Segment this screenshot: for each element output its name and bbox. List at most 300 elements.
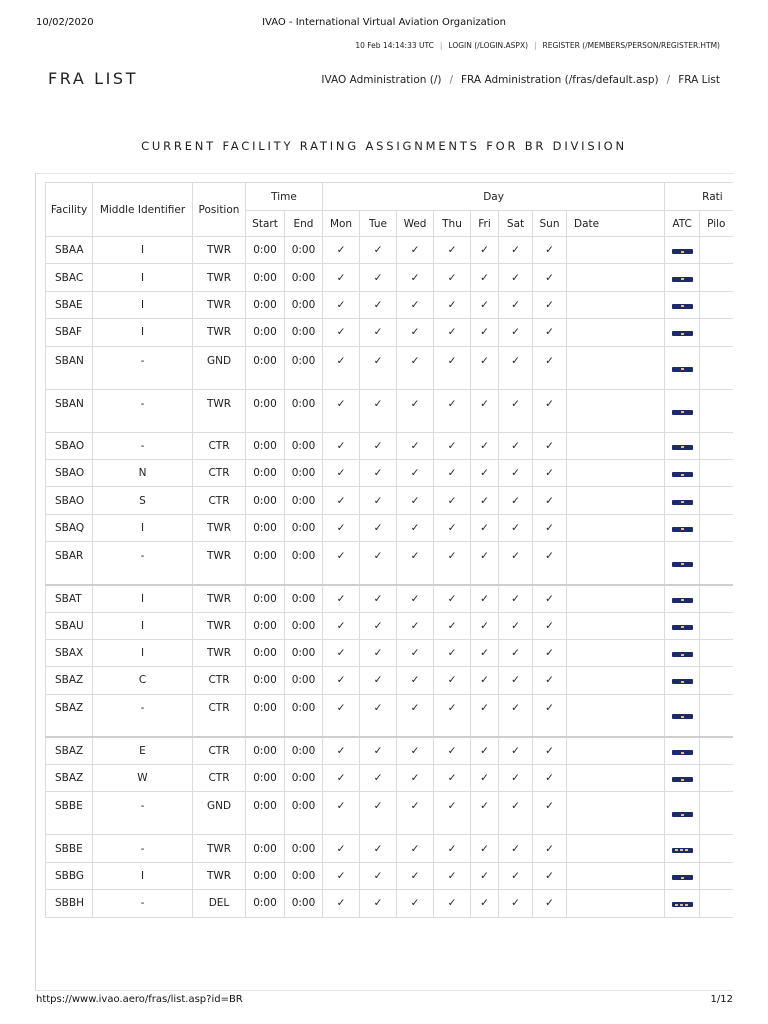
middle-identifier-header: Middle Identifier bbox=[93, 183, 193, 237]
atc-rating-cell bbox=[665, 264, 700, 291]
breadcrumb-ivao-administration[interactable]: IVAO Administration (/) bbox=[321, 74, 442, 86]
pilot-rating-cell bbox=[700, 291, 733, 318]
facility-cell: SBAZ bbox=[46, 765, 93, 792]
date-cell bbox=[567, 862, 665, 889]
pilot-rating-cell bbox=[700, 765, 733, 792]
tue-check: ✓ bbox=[360, 835, 397, 862]
date-cell bbox=[567, 612, 665, 639]
ratings-header: Rati bbox=[665, 183, 733, 211]
atc-rating-cell bbox=[665, 667, 700, 694]
date-cell bbox=[567, 639, 665, 666]
start-time-cell: 0:00 bbox=[246, 264, 285, 291]
date-cell bbox=[567, 667, 665, 694]
atc-rating-cell bbox=[665, 835, 700, 862]
position-cell: GND bbox=[193, 346, 246, 389]
wed-check: ✓ bbox=[397, 487, 434, 514]
date-cell bbox=[567, 585, 665, 612]
sat-check: ✓ bbox=[499, 264, 533, 291]
position-cell: TWR bbox=[193, 639, 246, 666]
middle-identifier-cell: E bbox=[93, 737, 193, 764]
sun-check: ✓ bbox=[533, 237, 567, 264]
end-time-cell: 0:00 bbox=[285, 737, 323, 764]
end-time-cell: 0:00 bbox=[285, 835, 323, 862]
pilot-rating-cell bbox=[700, 792, 733, 835]
atc-rating-badge-icon bbox=[672, 410, 693, 415]
register-link[interactable]: REGISTER (/MEMBERS/PERSON/REGISTER.HTM) bbox=[542, 41, 720, 50]
topbar-separator: | bbox=[439, 41, 443, 50]
atc-rating-cell bbox=[665, 319, 700, 346]
table-row bbox=[46, 432, 734, 459]
time-header: Time bbox=[246, 183, 323, 211]
date-cell bbox=[567, 389, 665, 432]
thu-check: ✓ bbox=[434, 737, 471, 764]
atc-rating-cell bbox=[665, 291, 700, 318]
utc-datetime: 10 Feb 14:14:33 UTC bbox=[355, 41, 434, 50]
breadcrumb-separator: / bbox=[449, 74, 454, 86]
table-row bbox=[46, 612, 734, 639]
tue-check: ✓ bbox=[360, 890, 397, 917]
table-row bbox=[46, 585, 734, 612]
facility-cell: SBAO bbox=[46, 432, 93, 459]
tue-check: ✓ bbox=[360, 264, 397, 291]
pilot-rating-cell bbox=[700, 835, 733, 862]
fri-check: ✓ bbox=[471, 737, 499, 764]
wed-check: ✓ bbox=[397, 432, 434, 459]
pilot-rating-cell bbox=[700, 890, 733, 917]
start-time-cell: 0:00 bbox=[246, 862, 285, 889]
table-row bbox=[46, 346, 734, 389]
sun-check: ✓ bbox=[533, 264, 567, 291]
sat-check: ✓ bbox=[499, 389, 533, 432]
thu-check: ✓ bbox=[434, 459, 471, 486]
facility-cell: SBAU bbox=[46, 612, 93, 639]
fri-check: ✓ bbox=[471, 890, 499, 917]
middle-identifier-cell: - bbox=[93, 389, 193, 432]
wed-check: ✓ bbox=[397, 459, 434, 486]
middle-identifier-cell: - bbox=[93, 432, 193, 459]
middle-identifier-cell: - bbox=[93, 694, 193, 737]
end-time-cell: 0:00 bbox=[285, 264, 323, 291]
date-cell bbox=[567, 264, 665, 291]
thu-check: ✓ bbox=[434, 585, 471, 612]
position-cell: TWR bbox=[193, 612, 246, 639]
sun-check: ✓ bbox=[533, 487, 567, 514]
facility-cell: SBAO bbox=[46, 459, 93, 486]
fri-check: ✓ bbox=[471, 237, 499, 264]
table-row bbox=[46, 792, 734, 835]
topbar-separator: | bbox=[534, 41, 537, 50]
thu-check: ✓ bbox=[434, 291, 471, 318]
sat-check: ✓ bbox=[499, 237, 533, 264]
sun-check: ✓ bbox=[533, 346, 567, 389]
sun-check: ✓ bbox=[533, 667, 567, 694]
pilot-rating-cell bbox=[700, 264, 733, 291]
sat-check: ✓ bbox=[499, 585, 533, 612]
wed-check: ✓ bbox=[397, 890, 434, 917]
mon-check: ✓ bbox=[323, 432, 360, 459]
fri-check: ✓ bbox=[471, 585, 499, 612]
end-time-cell: 0:00 bbox=[285, 890, 323, 917]
start-time-cell: 0:00 bbox=[246, 612, 285, 639]
pilot-rating-cell bbox=[700, 487, 733, 514]
tue-header: Tue bbox=[360, 211, 397, 237]
atc-rating-badge-icon bbox=[672, 875, 693, 880]
mon-check: ✓ bbox=[323, 792, 360, 835]
table-row bbox=[46, 694, 734, 737]
facility-cell: SBAZ bbox=[46, 694, 93, 737]
atc-rating-badge-icon bbox=[672, 714, 693, 719]
atc-rating-badge-icon bbox=[672, 679, 693, 684]
sat-check: ✓ bbox=[499, 459, 533, 486]
login-link[interactable]: LOGIN (/LOGIN.ASPX) bbox=[448, 41, 529, 50]
position-cell: CTR bbox=[193, 459, 246, 486]
position-cell: CTR bbox=[193, 487, 246, 514]
fri-check: ✓ bbox=[471, 459, 499, 486]
pilot-rating-cell bbox=[700, 639, 733, 666]
end-header: End bbox=[285, 211, 323, 237]
fri-check: ✓ bbox=[471, 389, 499, 432]
end-time-cell: 0:00 bbox=[285, 862, 323, 889]
wed-check: ✓ bbox=[397, 639, 434, 666]
fra-table bbox=[45, 182, 733, 918]
position-cell: TWR bbox=[193, 835, 246, 862]
sat-check: ✓ bbox=[499, 514, 533, 541]
thu-check: ✓ bbox=[434, 765, 471, 792]
day-header: Day bbox=[323, 183, 665, 211]
middle-identifier-cell: I bbox=[93, 585, 193, 612]
middle-identifier-cell: I bbox=[93, 612, 193, 639]
breadcrumb bbox=[321, 74, 720, 86]
print-date: 10/02/2020 bbox=[36, 17, 94, 28]
atc-rating-badge-icon bbox=[672, 750, 693, 755]
start-time-cell: 0:00 bbox=[246, 432, 285, 459]
sun-check: ✓ bbox=[533, 432, 567, 459]
thu-check: ✓ bbox=[434, 389, 471, 432]
wed-check: ✓ bbox=[397, 765, 434, 792]
wed-check: ✓ bbox=[397, 237, 434, 264]
position-cell: DEL bbox=[193, 890, 246, 917]
atc-rating-badge-icon bbox=[672, 445, 693, 450]
thu-check: ✓ bbox=[434, 835, 471, 862]
start-time-cell: 0:00 bbox=[246, 694, 285, 737]
wed-check: ✓ bbox=[397, 514, 434, 541]
position-cell: CTR bbox=[193, 667, 246, 694]
sun-check: ✓ bbox=[533, 639, 567, 666]
end-time-cell: 0:00 bbox=[285, 487, 323, 514]
start-time-cell: 0:00 bbox=[246, 346, 285, 389]
wed-check: ✓ bbox=[397, 862, 434, 889]
facility-header: Facility bbox=[46, 183, 93, 237]
facility-cell: SBAR bbox=[46, 542, 93, 585]
sun-check: ✓ bbox=[533, 585, 567, 612]
fri-check: ✓ bbox=[471, 291, 499, 318]
atc-rating-cell bbox=[665, 792, 700, 835]
end-time-cell: 0:00 bbox=[285, 542, 323, 585]
fri-check: ✓ bbox=[471, 667, 499, 694]
facility-cell: SBAO bbox=[46, 487, 93, 514]
sat-check: ✓ bbox=[499, 319, 533, 346]
facility-cell: SBBE bbox=[46, 835, 93, 862]
facility-cell: SBAC bbox=[46, 264, 93, 291]
mon-check: ✓ bbox=[323, 835, 360, 862]
end-time-cell: 0:00 bbox=[285, 237, 323, 264]
tue-check: ✓ bbox=[360, 737, 397, 764]
tue-check: ✓ bbox=[360, 514, 397, 541]
date-cell bbox=[567, 346, 665, 389]
pilot-header: Pilo bbox=[700, 211, 733, 237]
date-cell bbox=[567, 890, 665, 917]
mon-check: ✓ bbox=[323, 389, 360, 432]
sun-check: ✓ bbox=[533, 890, 567, 917]
date-cell bbox=[567, 737, 665, 764]
date-cell bbox=[567, 792, 665, 835]
tue-check: ✓ bbox=[360, 694, 397, 737]
end-time-cell: 0:00 bbox=[285, 694, 323, 737]
end-time-cell: 0:00 bbox=[285, 514, 323, 541]
middle-identifier-cell: - bbox=[93, 792, 193, 835]
tue-check: ✓ bbox=[360, 765, 397, 792]
thu-check: ✓ bbox=[434, 264, 471, 291]
facility-cell: SBBH bbox=[46, 890, 93, 917]
pilot-rating-cell bbox=[700, 737, 733, 764]
facility-cell: SBAZ bbox=[46, 667, 93, 694]
sat-check: ✓ bbox=[499, 792, 533, 835]
thu-check: ✓ bbox=[434, 694, 471, 737]
position-cell: CTR bbox=[193, 737, 246, 764]
table-row bbox=[46, 542, 734, 585]
pilot-rating-cell bbox=[700, 459, 733, 486]
mon-check: ✓ bbox=[323, 612, 360, 639]
top-bar bbox=[355, 41, 720, 50]
position-cell: TWR bbox=[193, 862, 246, 889]
atc-header: ATC bbox=[665, 211, 700, 237]
position-cell: TWR bbox=[193, 291, 246, 318]
table-row bbox=[46, 291, 734, 318]
position-cell: GND bbox=[193, 792, 246, 835]
fri-check: ✓ bbox=[471, 264, 499, 291]
tue-check: ✓ bbox=[360, 585, 397, 612]
sat-header: Sat bbox=[499, 211, 533, 237]
atc-rating-cell bbox=[665, 585, 700, 612]
middle-identifier-cell: S bbox=[93, 487, 193, 514]
table-row bbox=[46, 765, 734, 792]
atc-rating-badge-icon bbox=[672, 249, 693, 254]
table-row bbox=[46, 459, 734, 486]
facility-cell: SBAQ bbox=[46, 514, 93, 541]
tue-check: ✓ bbox=[360, 459, 397, 486]
atc-rating-badge-icon bbox=[672, 472, 693, 477]
position-cell: CTR bbox=[193, 432, 246, 459]
end-time-cell: 0:00 bbox=[285, 346, 323, 389]
tue-check: ✓ bbox=[360, 542, 397, 585]
atc-rating-cell bbox=[665, 737, 700, 764]
middle-identifier-cell: - bbox=[93, 542, 193, 585]
start-time-cell: 0:00 bbox=[246, 319, 285, 346]
start-time-cell: 0:00 bbox=[246, 237, 285, 264]
date-cell bbox=[567, 694, 665, 737]
atc-rating-badge-icon bbox=[672, 777, 693, 782]
wed-check: ✓ bbox=[397, 291, 434, 318]
sun-check: ✓ bbox=[533, 542, 567, 585]
fri-check: ✓ bbox=[471, 346, 499, 389]
table-row bbox=[46, 835, 734, 862]
page-title: FRA LIST bbox=[48, 69, 139, 88]
tue-check: ✓ bbox=[360, 612, 397, 639]
end-time-cell: 0:00 bbox=[285, 389, 323, 432]
thu-check: ✓ bbox=[434, 542, 471, 585]
sun-check: ✓ bbox=[533, 459, 567, 486]
sun-check: ✓ bbox=[533, 792, 567, 835]
mon-check: ✓ bbox=[323, 694, 360, 737]
sat-check: ✓ bbox=[499, 487, 533, 514]
mon-header: Mon bbox=[323, 211, 360, 237]
atc-rating-badge-icon bbox=[672, 304, 693, 309]
mon-check: ✓ bbox=[323, 459, 360, 486]
start-time-cell: 0:00 bbox=[246, 667, 285, 694]
table-row bbox=[46, 639, 734, 666]
atc-rating-badge-icon bbox=[672, 812, 693, 817]
atc-rating-cell bbox=[665, 612, 700, 639]
mon-check: ✓ bbox=[323, 514, 360, 541]
fri-check: ✓ bbox=[471, 639, 499, 666]
position-cell: TWR bbox=[193, 542, 246, 585]
table-row bbox=[46, 487, 734, 514]
thu-check: ✓ bbox=[434, 890, 471, 917]
atc-rating-badge-icon bbox=[672, 527, 693, 532]
table-row bbox=[46, 737, 734, 764]
mon-check: ✓ bbox=[323, 237, 360, 264]
middle-identifier-cell: W bbox=[93, 765, 193, 792]
sat-check: ✓ bbox=[499, 765, 533, 792]
tue-check: ✓ bbox=[360, 319, 397, 346]
fra-table-container[interactable] bbox=[35, 173, 733, 991]
pilot-rating-cell bbox=[700, 432, 733, 459]
mon-check: ✓ bbox=[323, 667, 360, 694]
fri-check: ✓ bbox=[471, 835, 499, 862]
date-cell bbox=[567, 432, 665, 459]
end-time-cell: 0:00 bbox=[285, 585, 323, 612]
sat-check: ✓ bbox=[499, 890, 533, 917]
facility-cell: SBBE bbox=[46, 792, 93, 835]
mon-check: ✓ bbox=[323, 291, 360, 318]
print-page-title: IVAO - International Virtual Aviation Organization bbox=[262, 17, 506, 28]
atc-rating-cell bbox=[665, 459, 700, 486]
end-time-cell: 0:00 bbox=[285, 639, 323, 666]
thu-check: ✓ bbox=[434, 432, 471, 459]
start-time-cell: 0:00 bbox=[246, 487, 285, 514]
wed-check: ✓ bbox=[397, 835, 434, 862]
date-cell bbox=[567, 542, 665, 585]
tue-check: ✓ bbox=[360, 389, 397, 432]
date-cell bbox=[567, 835, 665, 862]
middle-identifier-cell: I bbox=[93, 319, 193, 346]
start-time-cell: 0:00 bbox=[246, 737, 285, 764]
sun-check: ✓ bbox=[533, 389, 567, 432]
thu-check: ✓ bbox=[434, 612, 471, 639]
thu-header: Thu bbox=[434, 211, 471, 237]
sat-check: ✓ bbox=[499, 862, 533, 889]
facility-cell: SBAN bbox=[46, 389, 93, 432]
sun-check: ✓ bbox=[533, 319, 567, 346]
pilot-rating-cell bbox=[700, 862, 733, 889]
end-time-cell: 0:00 bbox=[285, 612, 323, 639]
sun-check: ✓ bbox=[533, 737, 567, 764]
breadcrumb-fra-administration[interactable]: FRA Administration (/fras/default.asp) bbox=[461, 74, 659, 86]
fri-check: ✓ bbox=[471, 792, 499, 835]
sat-check: ✓ bbox=[499, 667, 533, 694]
position-cell: TWR bbox=[193, 319, 246, 346]
atc-rating-badge-icon bbox=[672, 562, 693, 567]
date-cell bbox=[567, 237, 665, 264]
start-time-cell: 0:00 bbox=[246, 291, 285, 318]
atc-rating-cell bbox=[665, 432, 700, 459]
mon-check: ✓ bbox=[323, 765, 360, 792]
facility-cell: SBAN bbox=[46, 346, 93, 389]
pilot-rating-cell bbox=[700, 542, 733, 585]
atc-rating-badge-icon bbox=[672, 277, 693, 282]
fri-check: ✓ bbox=[471, 612, 499, 639]
middle-identifier-cell: - bbox=[93, 346, 193, 389]
date-cell bbox=[567, 319, 665, 346]
atc-rating-cell bbox=[665, 542, 700, 585]
atc-rating-cell bbox=[665, 765, 700, 792]
thu-check: ✓ bbox=[434, 319, 471, 346]
page-number: 1/12 bbox=[710, 994, 733, 1005]
pilot-rating-cell bbox=[700, 346, 733, 389]
date-cell bbox=[567, 765, 665, 792]
tue-check: ✓ bbox=[360, 432, 397, 459]
table-row bbox=[46, 389, 734, 432]
thu-check: ✓ bbox=[434, 346, 471, 389]
facility-cell: SBAF bbox=[46, 319, 93, 346]
thu-check: ✓ bbox=[434, 862, 471, 889]
end-time-cell: 0:00 bbox=[285, 667, 323, 694]
sat-check: ✓ bbox=[499, 612, 533, 639]
date-cell bbox=[567, 459, 665, 486]
breadcrumb-separator: / bbox=[666, 74, 671, 86]
start-time-cell: 0:00 bbox=[246, 542, 285, 585]
pilot-rating-cell bbox=[700, 667, 733, 694]
thu-check: ✓ bbox=[434, 487, 471, 514]
breadcrumb-fra-list: FRA List bbox=[678, 74, 720, 86]
wed-check: ✓ bbox=[397, 667, 434, 694]
atc-rating-badge-icon bbox=[672, 367, 693, 372]
atc-rating-badge-icon bbox=[672, 652, 693, 657]
thu-check: ✓ bbox=[434, 667, 471, 694]
atc-rating-badge-icon bbox=[672, 500, 693, 505]
thu-check: ✓ bbox=[434, 639, 471, 666]
middle-identifier-cell: I bbox=[93, 514, 193, 541]
mon-check: ✓ bbox=[323, 890, 360, 917]
atc-rating-cell bbox=[665, 237, 700, 264]
date-cell bbox=[567, 487, 665, 514]
middle-identifier-cell: N bbox=[93, 459, 193, 486]
mon-check: ✓ bbox=[323, 639, 360, 666]
sat-check: ✓ bbox=[499, 737, 533, 764]
sun-check: ✓ bbox=[533, 862, 567, 889]
wed-check: ✓ bbox=[397, 737, 434, 764]
sat-check: ✓ bbox=[499, 346, 533, 389]
middle-identifier-cell: I bbox=[93, 862, 193, 889]
tue-check: ✓ bbox=[360, 639, 397, 666]
tue-check: ✓ bbox=[360, 237, 397, 264]
middle-identifier-cell: I bbox=[93, 639, 193, 666]
middle-identifier-cell: I bbox=[93, 264, 193, 291]
end-time-cell: 0:00 bbox=[285, 319, 323, 346]
table-header-row bbox=[46, 183, 734, 211]
facility-cell: SBAX bbox=[46, 639, 93, 666]
tue-check: ✓ bbox=[360, 862, 397, 889]
